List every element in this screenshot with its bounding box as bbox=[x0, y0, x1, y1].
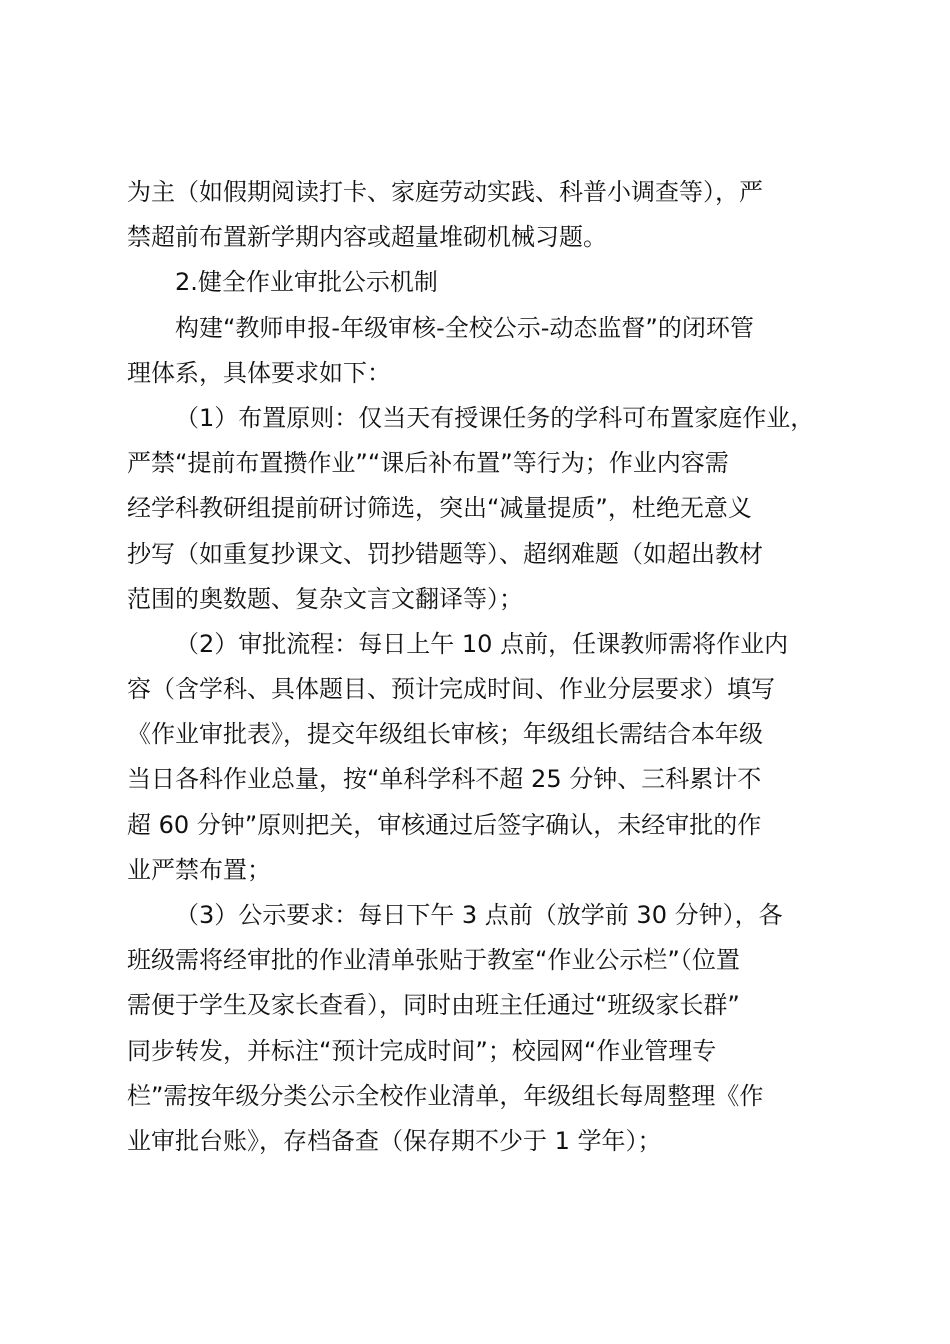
text-line: 理体系，具体要求如下： bbox=[127, 358, 391, 387]
text-line: 需便于学生及家长查看），同时由班主任通过“班级家长群” bbox=[127, 991, 740, 1020]
document-body bbox=[127, 170, 837, 1164]
text-line: 范围的奥数题、复杂文言文翻译等）； bbox=[127, 584, 523, 613]
text-line: 为主（如假期阅读打卡、家庭劳动实践、科普小调查等），严 bbox=[127, 178, 763, 206]
text-line: 经学科教研组提前研讨筛选，突出“减量提质”，杜绝无意义 bbox=[127, 494, 752, 523]
text-line: （1）布置原则：仅当天有授课任务的学科可布置家庭作业， bbox=[175, 403, 815, 432]
text-line: 业审批台账》，存档备查（保存期不少于 1 学年）； bbox=[127, 1126, 662, 1155]
text-line: 《作业审批表》，提交年级组长审核；年级组长需结合本年级 bbox=[127, 720, 763, 749]
section-heading: 2.健全作业审批公示机制 bbox=[175, 268, 438, 297]
text-line: （2）审批流程：每日上午 10 点前，任课教师需将作业内 bbox=[175, 629, 789, 658]
text-line: 抄写（如重复抄课文、罚抄错题等）、超纲难题（如超出教材 bbox=[127, 539, 763, 568]
text-line: 容（含学科、具体题目、预计完成时间、作业分层要求）填写 bbox=[127, 675, 775, 704]
text-line: 班级需将经审批的作业清单张贴于教室“作业公示栏”（位置 bbox=[127, 946, 740, 975]
text-line: 栏”需按年级分类公示全校作业清单，年级组长每周整理《作 bbox=[127, 1081, 764, 1110]
text-line: 禁超前布置新学期内容或超量堆砌机械习题。 bbox=[127, 223, 607, 252]
text-line: 严禁“提前布置攒作业”“课后补布置”等行为；作业内容需 bbox=[127, 449, 729, 478]
text-line: 业严禁布置； bbox=[127, 855, 271, 884]
text-line: 构建“教师申报-年级审核-全校公示-动态监督”的闭环管 bbox=[175, 313, 754, 342]
text-line: 超 60 分钟”原则把关，审核通过后签字确认，未经审批的作 bbox=[127, 810, 762, 839]
text-line: 当日各科作业总量，按“单科学科不超 25 分钟、三科累计不 bbox=[127, 765, 762, 794]
text-line: （3）公示要求：每日下午 3 点前（放学前 30 分钟），各 bbox=[175, 901, 783, 929]
text-line: 同步转发，并标注“预计完成时间”；校园网“作业管理专 bbox=[127, 1036, 717, 1065]
